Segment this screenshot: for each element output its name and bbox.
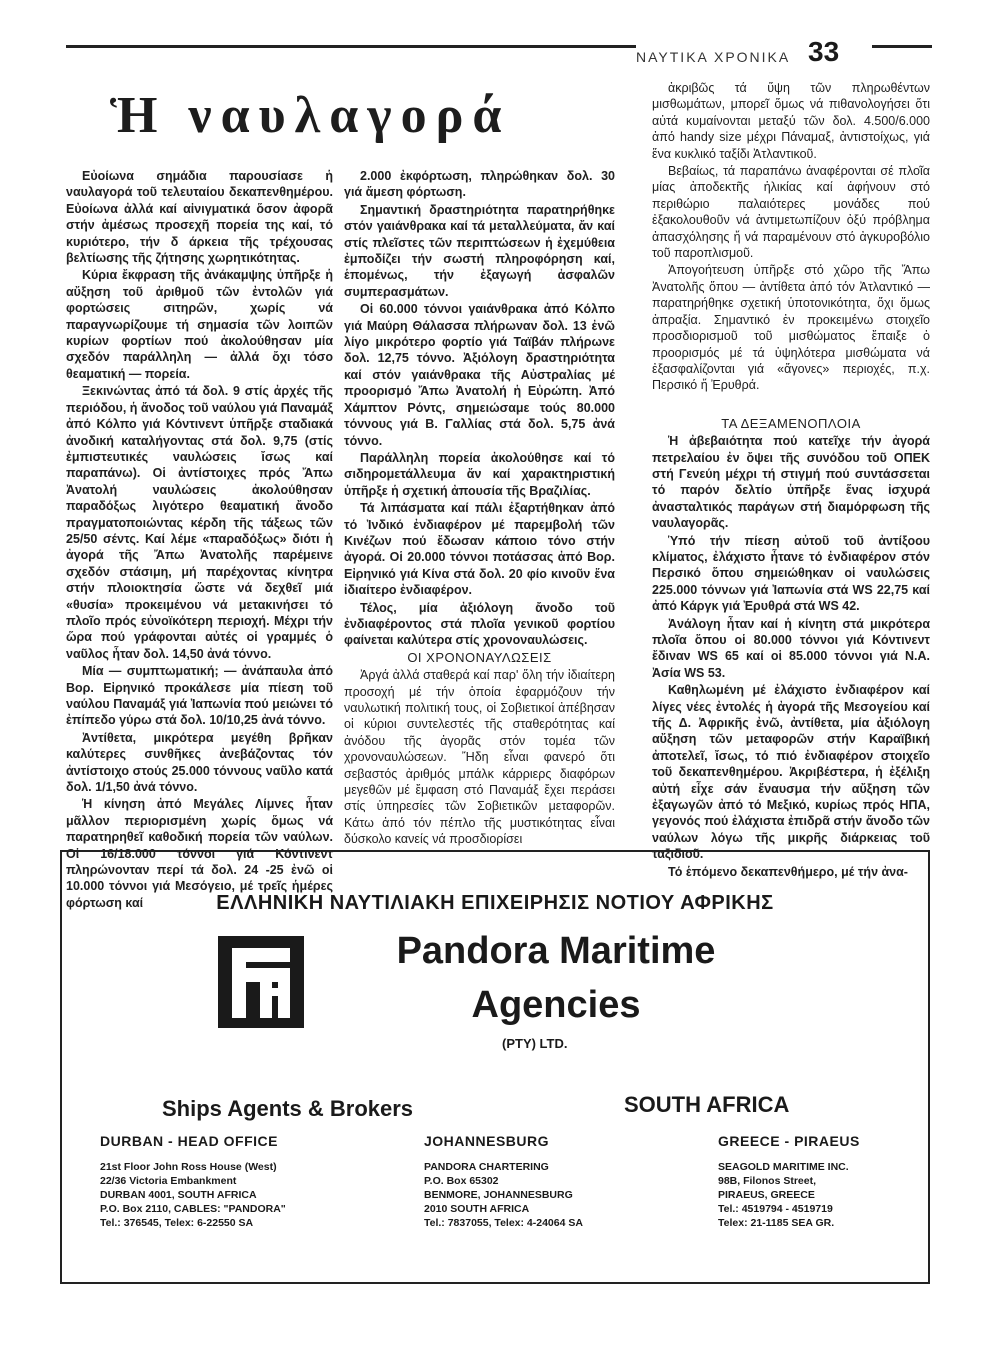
- paragraph: Ἡ ἀβεβαιότητα πού κατεῖχε τήν ἀγορά πετρελαίου ἐν ὄψει τῆς συνόδου τοῦ ΟΠΕΚ στή Γενεύη μέχρι τή στιγμή πού συντάσσεται τό παρόν δελτίο ὑπῆρξε ἕνας ἰσχυρά ἀνασταλτικός παράγων στή διαμόρφωση τῆς ναυλαγορᾶς.: [652, 434, 930, 531]
- paragraph: Ξεκινώντας ἀπό τά δολ. 9 στίς ἀρχές τῆς περιόδου, ἡ ἄνοδος τοῦ ναύλου γιά Παναμάξ ἀπό Κόλπο γιά Κόντινεντ ὑπῆρξε σταδιακά ἀνοδική καταλήγοντας στά δολ. 9,75 (στίς ἐμπιστευτικές ναυλώσεις ἴσως καί παραπάνω). Οἱ ἀντίστοιχες πρός Ἄπω Ἀνατολή ναυλώσεις ἀκολούθησαν παραδόξως λιγότερο θεαματική ἄνοδο πραγματοποιώντας κέρδη τῆς τάξεως τῶν 25/50 σέντς. Καί λέμε «παραδόξως» διότι ἡ ἀγορά τῆς Ἄπω Ἀνατολῆς παρέμεινε σχεδόν στάσιμη, μή παρέχοντας κίνητρα στήν πλοιοκτησία ὥστε νά δεχθεῖ μιά «θυσία» προκειμένου νά μετακινήσει τό πλοῖο πρός εὐνοϊκότερη περιοχή. Μέχρι τήν ὥρα πού γράφονται αὐτές οἱ γραμμές ὁ ναῦλος ἦταν δολ. 14,50 ἀνά τόννο.: [66, 384, 333, 661]
- page-number: 33: [808, 36, 840, 67]
- header-rule-right: [872, 45, 932, 48]
- office-line: 22/36 Victoria Embankment: [100, 1175, 237, 1187]
- article-column-1: [66, 168, 333, 912]
- office-line: Tel.: 7837055, Telex: 4-24064 SA: [424, 1217, 583, 1229]
- paragraph: Εὐοίωνα σημάδια παρουσίασε ἡ ναυλαγορά τοῦ τελευταίου δεκαπενθημέρου. Εὐοίωνα ἀλλά καί αἰνιγματικά ὅσον ἀφορᾶ στήν ἀμέσως προσεχῆ πορεία της καί, τό κυριότερο, τήν δ άρκεια τῆς τρέχουσας βελτίωσης τῆς ζήτησης χωρητικότητας.: [66, 169, 333, 266]
- office-line: Telex: 21-1185 SEA GR.: [718, 1217, 835, 1229]
- paragraph: Παράλληλη πορεία ἀκολούθησε καί τό σιδηρομετάλλευμα ἄν καί χαρακτηριστική ὑπῆρξε ἡ σχετική ἀπουσία τῆς Βραζιλίας.: [344, 450, 615, 498]
- office-piraeus: [718, 1134, 860, 1230]
- paragraph: Ὑπό τήν πίεση αὐτοῦ τοῦ ἀντίξοου κλίματος, ἐλάχιστο ἦτανε τό ἐνδιαφέρον στόν Περσικό ὅπου σημειώθηκαν οἱ ναυλώσεις 225.000 τόννων γιά Ἰαπωνία στά WS 22,75 καί ἀπό Κάργκ γιά Ἐρυθρά στά WS 42.: [652, 533, 930, 614]
- office-line: P.O. Box 65302: [424, 1175, 499, 1187]
- office-line: Tel.: 376545, Telex: 6-22550 SA: [100, 1217, 254, 1229]
- ad-company-name: [386, 924, 726, 1032]
- ad-tagline: Ships Agents & Brokers: [162, 1096, 414, 1121]
- office-heading: JOHANNESBURG: [424, 1133, 550, 1149]
- paragraph: Βεβαίως, τά παραπάνω ἀναφέρονται σέ πλοῖα μίας ἀποδεκτῆς ἡλικίας καί ἀφήνουν στό περιθώριο παλαιότερες μονάδες πού ἐξακολουθοῦν νά ἀντιμετωπίζουν ὀξύ πρόβλημα ἀπασχόλησης ἤ νά παραμένουν στό ἀγκυροβόλιο τοῦ παροπλισμοῦ.: [652, 164, 930, 261]
- office-durban: [100, 1134, 286, 1230]
- paragraph: Ἡ κίνηση ἀπό Μεγάλες Λίμνες ἦταν μᾶλλον περιορισμένη χωρίς ὅμως νά παρατηρηθεῖ καθοδική πορεία τῶν ναύλων. Οἱ 16/18.000 τόννοι γιά Κόντινεντ πληρώνονταν περί τά δολ. 24 -25 ἐνῶ οἱ 10.000 τόννοι γιά Μεσόγειο, μέ τρεῖς ἡμέρες φόρτωση καί: [66, 797, 333, 910]
- paragraph: Κύρια ἔκφραση τῆς ἀνάκαμψης ὑπῆρξε ἡ αὔξηση τοῦ ἀριθμοῦ τῶν ἐντολῶν γιά φορτώσεις σιτηρῶν, χωρίς νά παραγνωρίζουμε τή σημασία τῶν λοιπῶν κυρίων φορτίων πού ἀκολούθησαν μία σχεδόν παράλληλη — ἀλλά ὄχι τόσο θεαματική — πορεία.: [66, 268, 333, 381]
- office-line: Tel.: 4519794 - 4519719: [718, 1203, 833, 1215]
- office-heading: DURBAN - HEAD OFFICE: [100, 1133, 278, 1149]
- header-rule-left: [66, 45, 636, 48]
- section-heading-tankers: ΤΑ ΔΕΞΑΜΕΝΟΠΛΟΙΑ: [721, 415, 861, 431]
- office-line: SEAGOLD MARITIME INC.: [718, 1161, 849, 1173]
- office-line: PANDORA CHARTERING: [424, 1161, 549, 1173]
- office-line: 2010 SOUTH AFRICA: [424, 1203, 530, 1215]
- magazine-name: ΝΑΥΤΙΚΑ ΧΡΟΝΙΚΑ: [636, 49, 791, 65]
- paragraph: Τό ἑπόμενο δεκαπενθήμερο, μέ τήν ἀνα-: [668, 864, 908, 879]
- paragraph: Μία — συμπτωματική; — ἀνάπαυλα ἀπό Βορ. Εἰρηνικό προκάλεσε μία πίεση τοῦ ναύλου Παναμάξ γιά Ἰαπωνία πού μειώνει τό ἐπίπεδο γύρω στά δολ. 10/10,25 ἀνά τόννο.: [66, 664, 333, 728]
- ad-greek-company-name: ΕΛΛΗΝΙΚΗ ΝΑΥΤΙΛΙΑΚΗ ΕΠΙΧΕΙΡΗΣΙΣ ΝΟΤΙΟΥ ΑΦΡΙΚΗΣ: [216, 892, 774, 914]
- article-column-2: [344, 168, 615, 849]
- article-headline: Ἡ ναυλαγορά: [110, 87, 511, 144]
- office-line: 98B, Filonos Street,: [718, 1175, 817, 1187]
- paragraph: 2.000 ἐκφόρτωση, πληρώθηκαν δολ. 30 γιά ἄμεση φόρτωση.: [344, 169, 615, 200]
- paragraph: Καθηλωμένη μέ ἐλάχιστο ἐνδιαφέρον καί λίγες νέες ἐντολές ἡ ἀγορά τῆς Μεσογείου καί τῆς Δ. Ἀφρικῆς ἐνῶ, ἀντίθετα, μία ἀξιόλογη αὔξηση τῶν μεταφορῶν στήν Καραϊβική ἀποτελεῖ, ἴσως, τό πιό ἐνδιαφέρον στοιχεῖο τοῦ δεκαπενθημέρου. Ἀκριβέστερα, ἡ ἐξέλιξη αὐτή εἶχε σάν ἔναυσμα τήν αὔξηση τῶν ἐξαγωγῶν ἀπό τό Μεξικό, κυρίως πρός ΗΠΑ, γεγονός πού ἐλάχιστα ἐπιδρᾶ στήν ἄνοδο τῶν ναύλων λόγω τῆς μικρῆς διάρκειας τοῦ ταξιδιοῦ.: [652, 683, 930, 862]
- paragraph: Ἀντίθετα, μικρότερα μεγέθη βρῆκαν καλύτερες συνθῆκες ἀνεβάζοντας τόν ἀντίστοιχο στούς 25.000 τόννους ναῦλο κατά δολ. 1/1,50 ἀνά τόννο.: [66, 730, 333, 795]
- office-line: 21st Floor John Ross House (West): [100, 1161, 277, 1173]
- office-line: PIRAEUS, GREECE: [718, 1189, 815, 1201]
- office-heading: GREECE - PIRAEUS: [718, 1133, 860, 1149]
- paragraph: Οἱ 60.000 τόννοι γαιάνθρακα ἀπό Κόλπο γιά Μαύρη Θάλασσα πλήρωναν δολ. 13 ἐνῶ λίγο μικρότερο φορτίο γιά Ταϊβάν πλήρωνε δολ. 12,75 τόννο. Ἀξιόλογη δραστηριότητα καί στόν γαιάνθρακα τῆς Αὐστραλίας μέ προορισμό Ἄπω Ἀνατολή ἡ Εὐρώπη. Ἀπό Χάμπτον Ρόντς, σημειώσαμε τούς 80.000 τόννους γιά Β. Γαλλίας στά δολ. 5,75 ἀνά τόννο.: [344, 302, 615, 448]
- ad-country: SOUTH AFRICA: [624, 1092, 790, 1117]
- paragraph: ἀκριβῶς τά ὕψη τῶν πληρωθέντων μισθωμάτων, μπορεῖ ὅμως νά πιθανολογήσει ὅτι αὐτά κυμαίνονται μεταξύ τῶν δολ. 4.500/6.000 ἀπό handy size μέχρι Πάναμαξ, ἀντιστοίχως, γιά ἕνα κυκλικό ταξίδι Ἀτλαντικοῦ.: [652, 81, 930, 161]
- ad-company-line1: Pandora Maritime: [396, 930, 716, 972]
- office-line: DURBAN 4001, SOUTH AFRICA: [100, 1189, 257, 1201]
- office-johannesburg: [424, 1134, 583, 1230]
- paragraph: Τέλος, μία ἀξιόλογη ἄνοδο τοῦ ἐνδιαφέροντος στά πλοῖα γενικοῦ φορτίου φαίνεται καλύτερα στίς χρονοναυλώσεις.: [344, 600, 615, 648]
- article-column-3: [652, 80, 930, 881]
- advertisement-box: [60, 850, 930, 1284]
- paragraph: Ἀπογοήτευση ὑπῆρξε στό χῶρο τῆς Ἄπω Ἀνατολῆς ὅπου — ἀντίθετα ἀπό τόν Ἀτλαντικό — παρατηρήθηκε σχετική ὑποτονικότητα, ὄχι ὅμως ἀπραξία. Σημαντικό ἐν προκειμένω στοιχεῖο προσδιορισμοῦ τοῦ μισθώματος ἔπαιξε ὁ προορισμός μέ τά ὑψηλότερα μισθώματα νά ἐξασφαλίζονται γιά «ἄγονες» περιοχές, π.χ. Περσικό ἤ Ἐρυθρά.: [652, 263, 930, 393]
- office-line: BENMORE, JOHANNESBURG: [424, 1189, 573, 1201]
- section-heading-timecharter: ΟΙ ΧΡΟΝΟΝΑΥΛΩΣΕΙΣ: [407, 649, 552, 665]
- ad-company-line2: Agencies: [471, 984, 641, 1026]
- paragraph: Σημαντική δραστηριότητα παρατηρήθηκε στόν γαιάνθρακα καί τά μεταλλεύματα, ἄν καί στίς πλεῖστες τῶν περιπτώσεων ἡ ἐχεμύθεια ἐμποδίζει τήν σωστή πληροφόρηση καί, ἑπομένως, τήν ἐξαγωγή ἀσφαλῶν συμπερασμάτων.: [344, 202, 615, 299]
- office-line: P.O. Box 2110, CABLES: "PANDORA": [100, 1203, 286, 1215]
- ad-company-suffix: (PTY) LTD.: [502, 1036, 568, 1051]
- pandora-logo-icon: [218, 936, 304, 1028]
- paragraph: Ἀργά ἀλλά σταθερά καί παρ' ὅλη τήν ἰδιαίτερη προσοχή μέ τήν ὁποία ἐφαρμόζουν τήν ναυλωτική πολιτική τους, οἱ Σοβιετικοί ἀπέβησαν οἱ κύριοι συντελεστές τῆς σταθερότητας καί ἀνόδου τῆς ἀγορᾶς στόν τομέα τῶν χρονοναυλώσεων. Ἤδη εἶναι φανερό ὅτι σεβαστός ἀριθμός μπάλκ κάρριερς διαφόρων μεγεθῶν μέ ἔμφαση στό Παναμάξ ἔχει περάσει στίς ὑπηρεσίες τῶν Σοβιετικῶν μεταφορῶν. Κάτω ἀπό τόν πέπλο τῆς μυστικότητας εἶναι δύσκολο κανείς νά προσδιορίσει: [344, 668, 615, 847]
- paragraph: Ἀνάλογη ἦταν καί ἡ κίνητη στά μικρότερα πλοῖα ὅπου οἱ 80.000 τόννοι γιά Κόντινεντ ἔδιναν WS 65 καί οἱ 85.000 τόννοι γιά Ν.Α. Ἀσία WS 53.: [652, 616, 930, 680]
- paragraph: Τά λιπάσματα καί πάλι ἐξαρτήθηκαν ἀπό τό Ἰνδικό ἐνδιαφέρον μέ παρεμβολή τῶν Κινέζων πού ἔδωσαν κάποιο τόνο στήν ἀγορά. Οἱ 20.000 τόννοι ποτάσσας ἀπό Βορ. Εἰρηνικό γιά Κίνα στά δολ. 20 φίο κινοῦν ἕνα ἰδιαίτερο ἐνδιαφέρον.: [344, 501, 615, 598]
